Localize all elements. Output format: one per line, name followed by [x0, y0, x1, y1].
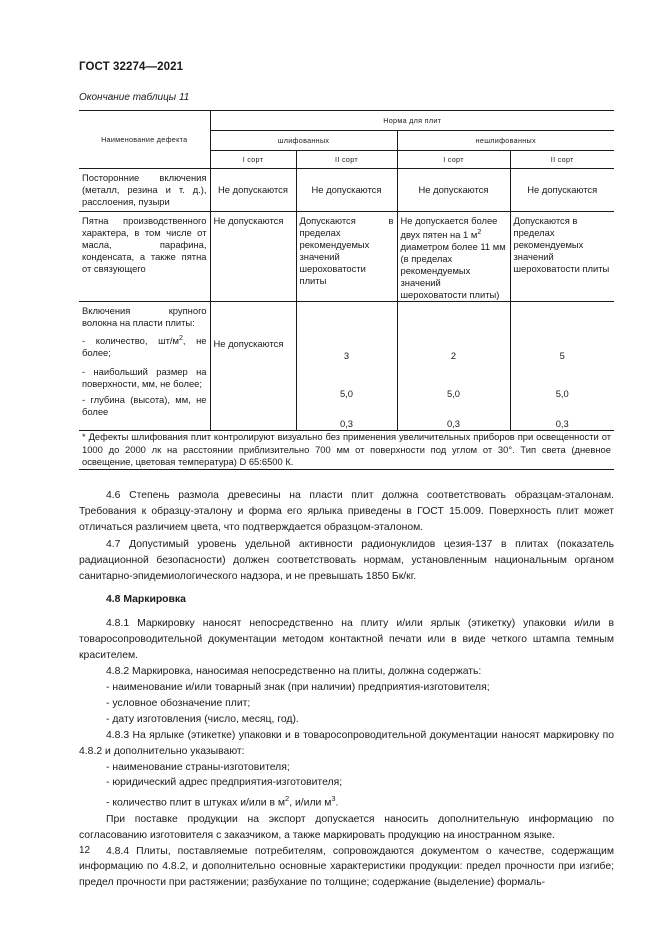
- row-spots-v3: Не допускается более двух пятен на 1 $м^2$ диаметром более 11 мм (в пределах рекомендуемых значений шероховатости плиты): [397, 212, 510, 302]
- list-item: - наименование страны-изготовителя;: [106, 761, 290, 773]
- body-text: [79, 488, 614, 891]
- header-polished-grade2: II сорт: [296, 151, 397, 169]
- header-norm: Норма для плит: [210, 111, 614, 131]
- header-polished-grade1: I сорт: [210, 151, 296, 169]
- row-foreign-v1: Не допускаются: [210, 169, 296, 212]
- row-inclusions-v4: 5 5,0 0,3: [510, 302, 614, 431]
- row-inclusions-v3: 2 5,0 0,3: [397, 302, 510, 431]
- header-unpolished: нешлифованных: [397, 131, 614, 151]
- table-row: [79, 212, 614, 302]
- table-footnote: * Дефекты шлифования плит контролируют визуально без применения увеличительных приборов при освещенности от 1000 до 2000 лк на расстоянии приблизительно 700 мм от поверхности под углом от 30°. Тип света (дневное освещение, цветовая температура) D 65:6500 К.: [79, 431, 614, 470]
- row-inclusions-v2: 3 5,0 0,3: [296, 302, 397, 431]
- list-item: - наименование и/или товарный знак (при наличии) предприятия-изготовителя;: [106, 681, 490, 693]
- paragraph-4-8-3: 4.8.3 На ярлыке (этикетке) упаковки и в товаросопроводительной документации наносят маркировку по 4.8.2 и дополнительно указывают:: [79, 729, 614, 757]
- paragraph-4-8-1: 4.8.1 Маркировку наносят непосредственно на плиту и/или ярлык (этикетку) упаковки и/или в товаросопроводительной документации методом контактной печати или в виде четкого штампа темным красителем.: [79, 618, 614, 662]
- paragraph-4-8-4: 4.8.4 Плиты, поставляемые потребителям, сопровождаются документом о качестве, содержащим информацию по 4.8.2, и дополнительно основные характеристики продукции: предел прочности при изгибе; предел прочности при растяжении; разбухание по толщине; содержание (выделение) формаль-: [79, 845, 614, 889]
- header-unpolished-grade2: II сорт: [510, 151, 614, 169]
- page-number: 12: [79, 845, 91, 856]
- row-spots-v4: Допускаются в пределах рекомендуемых значений шероховатости плиты: [510, 212, 614, 302]
- header-polished: шлифованных: [210, 131, 397, 151]
- document-code: ГОСТ 32274—2021: [79, 61, 184, 73]
- row-spots-v1: Не допускаются: [210, 212, 296, 302]
- paragraph-4-8-2: 4.8.2 Маркировка, наносимая непосредственно на плиты, должна содержать:: [106, 666, 482, 678]
- row-foreign-v3: Не допускаются: [397, 169, 510, 212]
- header-defect-name: Наименование дефекта: [79, 111, 210, 169]
- row-inclusions-v1: Не допускаются: [210, 302, 296, 431]
- row-foreign-v4: Не допускаются: [510, 169, 614, 212]
- table-row: [79, 302, 614, 431]
- row-inclusions-name: Включения крупного волокна на пласти плиты: - количество, $шт/м^2$, не более; - наибольший размер на поверхности, мм, не более; - глубина (высота), мм, не более: [79, 302, 210, 431]
- row-foreign-v2: Не допускаются: [296, 169, 397, 212]
- list-item: - условное обозначение плит;: [106, 697, 251, 709]
- paragraph-export: При поставке продукции на экспорт допускается наносить дополнительную информацию по согласованию изготовителя с заказчиком, а также маркировать продукцию на иностранном языке.: [79, 813, 614, 841]
- section-title-marking: 4.8 Маркировка: [106, 594, 186, 606]
- table-row: [79, 169, 614, 212]
- paragraph-4-7: 4.7 Допустимый уровень удельной активности радионуклидов цезия-137 в плитах (показатель радиационной безопасности) должен соответствовать нормам, установленным национальным органом санитарно-эпидемиологического надзора, и не превышать 1850 Бк/кг.: [79, 538, 614, 582]
- list-item: - дату изготовления (число, месяц, год).: [106, 713, 299, 725]
- row-spots-name: Пятна производственного характера, в том числе от масла, парафина, конденсата, а также пятна от связующего: [79, 212, 210, 302]
- defects-table: [79, 110, 614, 470]
- row-foreign-name: Посторонние включения (металл, резина и т. д.), расслоения, пузыри: [79, 169, 210, 212]
- paragraph-4-6: 4.6 Степень размола древесины на пласти плит должна соответствовать образцам-эталонам. Требования к образцу-эталону и форма его ярлыка приведены в ГОСТ 15.009. Поверхность плит может отличаться различием цвета, что подтверждается образцом-эталоном.: [79, 490, 614, 533]
- list-item: - количество плит в штуках и/или в $м^2$, и/или $м^3$.: [106, 794, 339, 809]
- row-spots-v2: Допускаются в пределах рекомендуемых значений шероховатости плиты: [296, 212, 397, 302]
- list-item: - юридический адрес предприятия-изготовителя;: [106, 777, 343, 789]
- header-unpolished-grade1: I сорт: [397, 151, 510, 169]
- table-caption: Окончание таблицы 11: [79, 92, 190, 103]
